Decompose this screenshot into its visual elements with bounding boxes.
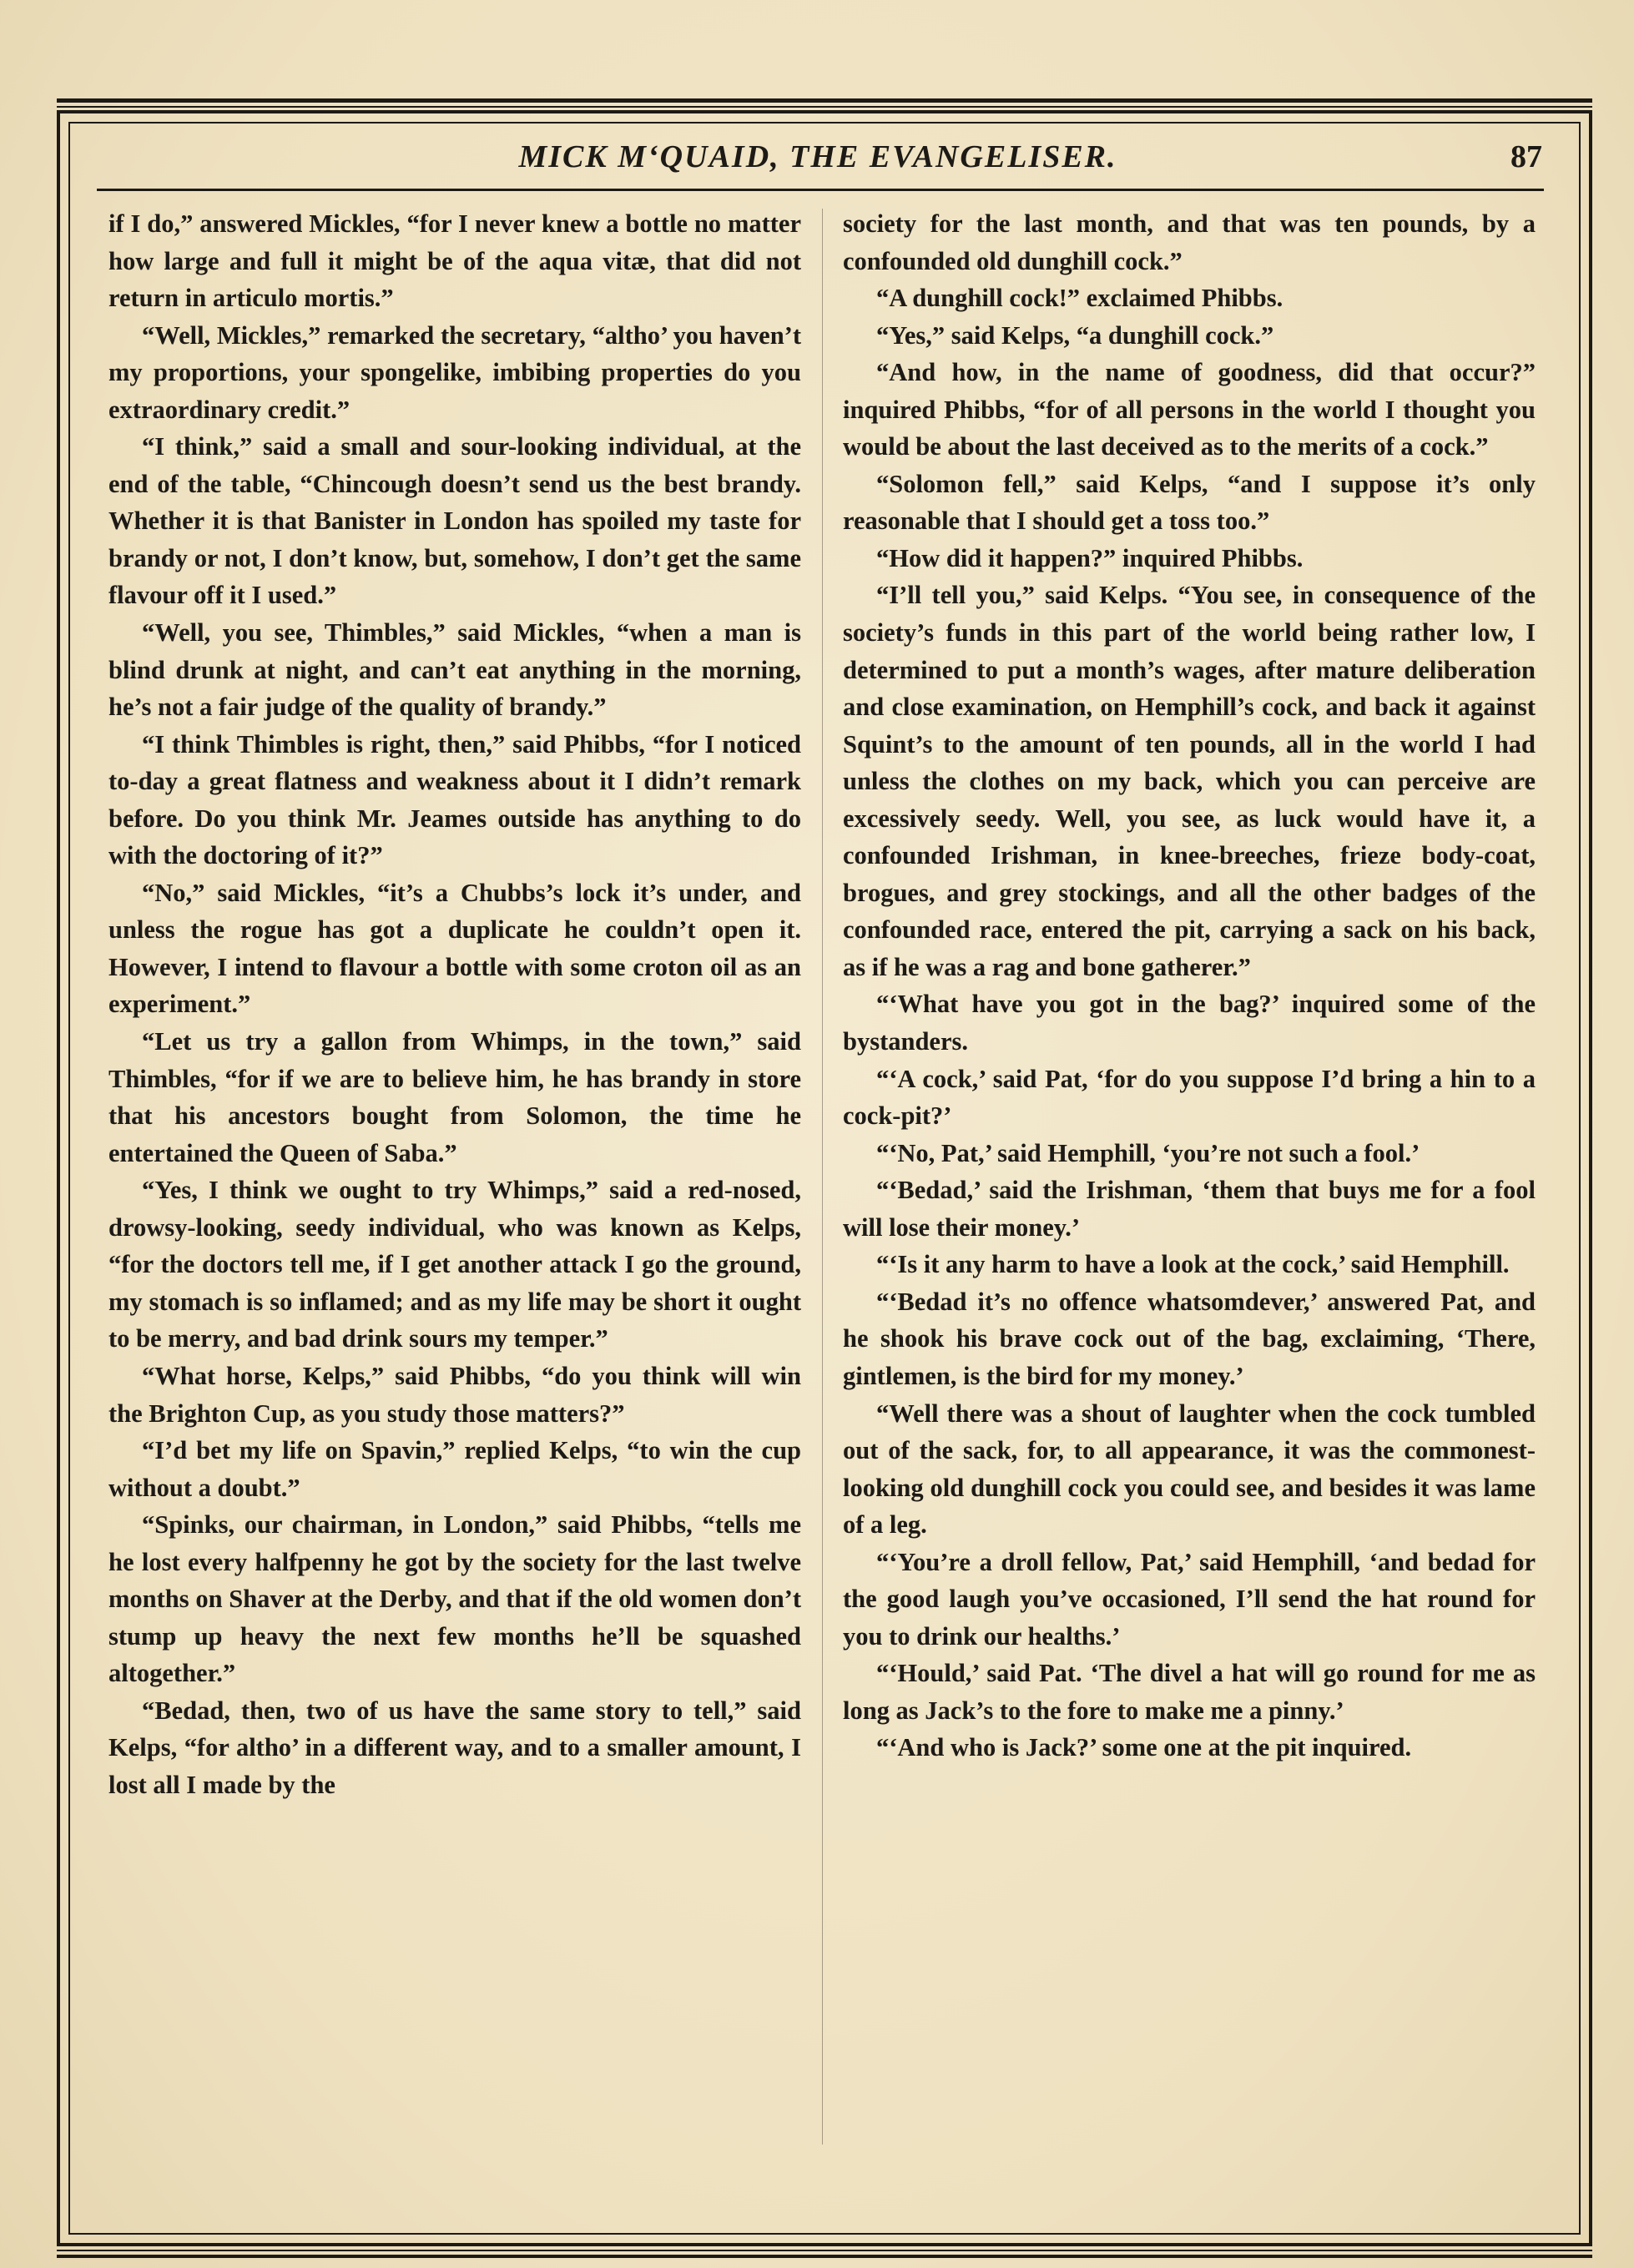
paragraph: “‘Bedad,’ said the Irishman, ‘them that buys me for a fool will lose their money.’: [843, 1176, 1536, 1242]
paragraph: “And how, in the name of goodness, did that occur?” inquired Phibbs, “for of all persons in the world I thought you would be about the last deceived as to the merits of a cock.”: [843, 358, 1536, 461]
left-column: [108, 205, 801, 1804]
paragraph: “Well, Mickles,” remarked the secretary, “altho’ you haven’t my proportions, your spongelike, imbibing properties do you extraordinary credit.”: [108, 320, 801, 424]
paragraph: if I do,” answered Mickles, “for I never knew a bottle no matter how large and full it might be of the aqua vitæ, that did not return in articulo mortis.”: [108, 209, 801, 313]
running-header: [83, 139, 1552, 185]
paragraph: “‘What have you got in the bag?’ inquired some of the bystanders.: [843, 990, 1536, 1056]
paragraph: “Yes,” said Kelps, “a dunghill cock.”: [876, 320, 1274, 350]
paragraph: “‘And who is Jack?’ some one at the pit inquired.: [876, 1733, 1412, 1762]
running-title: MICK M‘QUAID, THE EVANGELISER.: [518, 139, 1117, 174]
paragraph: “A dunghill cock!” exclaimed Phibbs.: [876, 284, 1283, 313]
page-number: 87: [1510, 139, 1542, 174]
paragraph: “Solomon fell,” said Kelps, “and I suppose it’s only reasonable that I should get a toss too.”: [843, 469, 1536, 536]
paragraph: society for the last month, and that was ten pounds, by a confounded old dunghill cock.”: [843, 209, 1536, 275]
header-rule: [97, 189, 1544, 191]
paragraph: “‘No, Pat,’ said Hemphill, ‘you’re not such a fool.’: [876, 1138, 1420, 1167]
paragraph: “How did it happen?” inquired Phibbs.: [876, 543, 1304, 572]
top-rule-thin: [57, 106, 1592, 108]
paragraph: “‘Bedad it’s no offence whatsomdever,’ answered Pat, and he shook his brave cock out of the bag, exclaiming, ‘There, gintlemen, is the bird for my money.’: [843, 1287, 1536, 1390]
paragraph: “I’d bet my life on Spavin,” replied Kelps, “to win the cup without a doubt.”: [108, 1436, 801, 1502]
paragraph: “Yes, I think we ought to try Whimps,” said a red-nosed, drowsy-looking, seedy individual, who was known as Kelps, “for the doctors tell me, if I get another attack I go the ground, my stomach is so inflamed; and as my life may be short it ought to be merry, and bad drink sours my temper.”: [108, 1176, 801, 1353]
top-rule-thick: [57, 98, 1592, 103]
paragraph: “I think Thimbles is right, then,” said Phibbs, “for I noticed to-day a great flatness and weakness about it I didn’t remark before. Do you think Mr. Jeames outside has anything to do with the doctoring of it?”: [108, 729, 801, 870]
paragraph: “‘You’re a droll fellow, Pat,’ said Hemphill, ‘and bedad for the good laugh you’ve occasioned, I’ll send the hat round for you to drink our healths.’: [843, 1547, 1536, 1651]
paragraph: “‘Is it any harm to have a look at the cock,’ said Hemphill.: [876, 1250, 1510, 1279]
paragraph: “What horse, Kelps,” said Phibbs, “do you think will win the Brighton Cup, as you study those matters?”: [108, 1361, 801, 1428]
bottom-rule-thick: [57, 2255, 1592, 2258]
bottom-rule-thin: [57, 2250, 1592, 2251]
paragraph: “No,” said Mickles, “it’s a Chubbs’s lock it’s under, and unless the rogue has got a duplicate he couldn’t open it. However, I intend to flavour a bottle with some croton oil as an experiment.”: [108, 878, 801, 1019]
right-column: [843, 205, 1536, 1767]
paragraph: “‘A cock,’ said Pat, ‘for do you suppose I’d bring a hin to a cock-pit?’: [843, 1064, 1536, 1131]
paragraph: “Well there was a shout of laughter when the cock tumbled out of the sack, for, to all appearance, it was the commonest-looking old dunghill cock you could see, and besides it was lame of a leg.: [843, 1399, 1536, 1540]
paragraph: “Spinks, our chairman, in London,” said Phibbs, “tells me he lost every halfpenny he got by the society for the last twelve months on Shaver at the Derby, and that if the old women don’t stump up heavy the next few months he’ll be squashed altogether.”: [108, 1510, 801, 1688]
paragraph: “I’ll tell you,” said Kelps. “You see, in consequence of the society’s funds in this part of the world being rather low, I determined to put a month’s wages, after mature deliberation and close examination, on Hemphill’s cock, and back it against Squint’s to the amount of ten pounds, all in the world I had unless the clothes on my back, which you can perceive are excessively seedy. Well, you see, as luck would have it, a confounded Irishman, in knee-breeches, frieze body-coat, brogues, and grey stockings, and all the other badges of the confounded race, entered the pit, carrying a sack on his back, as if he was a rag and bone gatherer.”: [843, 581, 1536, 981]
paragraph: “‘Hould,’ said Pat. ‘The divel a hat will go round for me as long as Jack’s to the fore to make me a pinny.’: [843, 1659, 1536, 1725]
paragraph: “I think,” said a small and sour-looking individual, at the end of the table, “Chincough doesn’t send us the best brandy. Whether it is that Banister in London has spoiled my taste for brandy or not, I don’t know, but, somehow, I don’t get the same flavour off it I used.”: [108, 432, 801, 610]
paragraph: “Bedad, then, two of us have the same story to tell,” said Kelps, “for altho’ in a different way, and to a smaller amount, I lost all I made by the: [108, 1696, 801, 1799]
paragraph: “Let us try a gallon from Whimps, in the town,” said Thimbles, “for if we are to believe him, he has brandy in store that his ancestors bought from Solomon, the time he entertained the Queen of Saba.”: [108, 1027, 801, 1167]
column-divider: [822, 209, 823, 2145]
paragraph: “Well, you see, Thimbles,” said Mickles, “when a man is blind drunk at night, and can’t eat anything in the morning, he’s not a fair judge of the quality of brandy.”: [108, 618, 801, 722]
